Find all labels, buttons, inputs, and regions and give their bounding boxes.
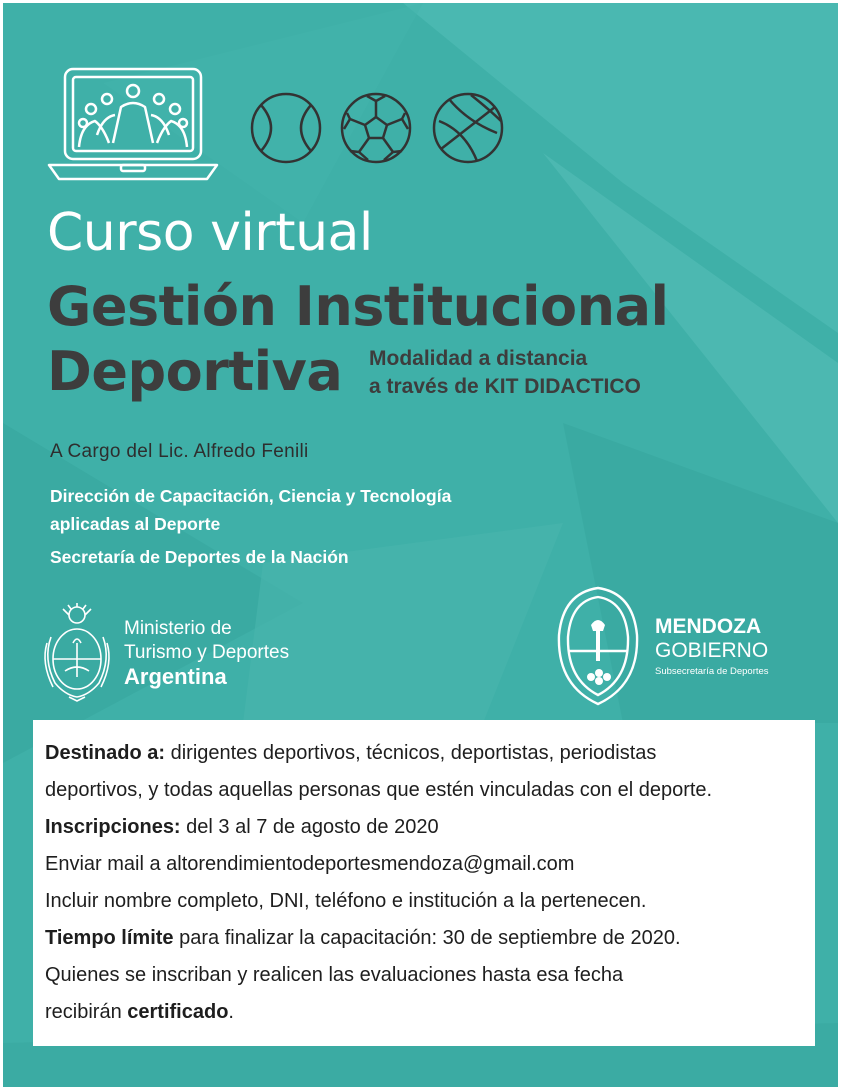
argentina-coat-of-arms-icon: [39, 603, 115, 703]
mendoza-shield-icon: [555, 585, 641, 707]
laptop-group-icon: [45, 65, 221, 185]
course-type-title: Curso virtual: [47, 203, 373, 263]
direction-text: [50, 482, 451, 538]
instructor-text: A Cargo del Lic. Alfredo Fenili: [50, 441, 309, 462]
cert-suffix: .: [228, 1001, 234, 1023]
ministry-logo-text: [124, 617, 289, 689]
course-title-line1: Gestión Institucional: [47, 275, 669, 338]
mendoza-line1: MENDOZA: [655, 615, 762, 638]
modality-line2: a través de KIT DIDACTICO: [369, 375, 641, 398]
secretariat-text: Secretaría de Deportes de la Nación: [50, 547, 349, 567]
ministry-line3: Argentina: [124, 664, 227, 689]
cert-line1: Quienes se inscriban y realicen las evaluaciones hasta esa fecha: [45, 964, 624, 986]
mail-line: Enviar mail a altorendimientodeportesmendoza@gmail.com: [45, 853, 575, 875]
soccer-ball-icon: [339, 91, 413, 165]
limit-line: [45, 920, 815, 957]
ministry-line2: Turismo y Deportes: [124, 642, 290, 663]
mendoza-logo-text: [655, 615, 769, 681]
enroll-text: del 3 al 7 de agosto de 2020: [180, 816, 439, 838]
enroll-line: [45, 809, 815, 846]
cert-bold: certificado: [127, 1001, 229, 1023]
info-box: [33, 720, 815, 1046]
cert-line2: [45, 994, 815, 1031]
direction-line1: Dirección de Capacitación, Ciencia y Tecnología: [50, 486, 452, 506]
direction-line2: aplicadas al Deporte: [50, 514, 221, 534]
enroll-label: Inscripciones:: [45, 816, 181, 838]
course-title-line2: Deportiva: [47, 340, 343, 403]
destined-line1: [45, 735, 815, 772]
limit-text: para finalizar la capacitación: 30 de septiembre de 2020.: [173, 927, 681, 949]
ministry-line1: Ministerio de: [124, 618, 232, 639]
destined-label: Destinado a:: [45, 742, 166, 764]
limit-label: Tiempo límite: [45, 927, 174, 949]
modality-line1: Modalidad a distancia: [369, 347, 588, 370]
destined-text-1: dirigentes deportivos, técnicos, deportistas, periodistas: [165, 742, 657, 764]
mendoza-line3: Subsecretaría de Deportes: [655, 666, 769, 677]
include-line: Incluir nombre completo, DNI, teléfono e institución a la pertenecen.: [45, 890, 647, 912]
modality-text: [369, 345, 641, 401]
cert-prefix: recibirán: [45, 1001, 128, 1023]
basketball-icon: [431, 91, 505, 165]
poster: [3, 3, 838, 1087]
destined-line2: deportivos, y todas aquellas personas que estén vinculadas con el deporte.: [45, 779, 713, 801]
mendoza-line2: GOBIERNO: [655, 639, 769, 662]
tennis-ball-icon: [249, 91, 323, 165]
